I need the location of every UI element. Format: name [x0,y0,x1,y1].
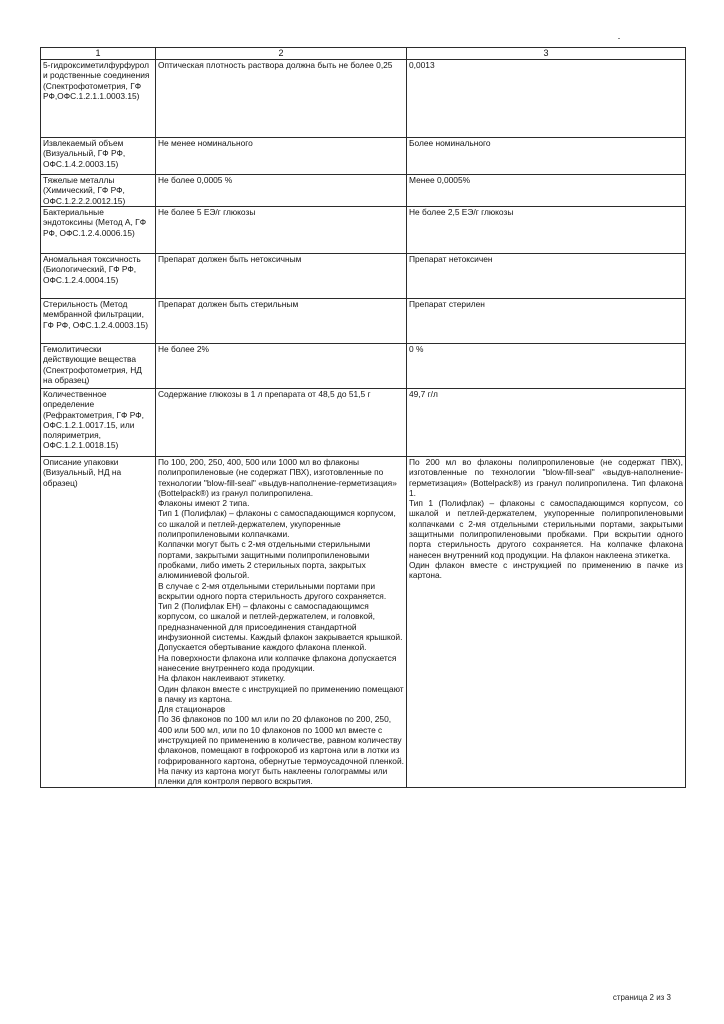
result-paragraph: Один флакон вместе с инструкцией по применению в пачке из картона. [409,559,683,581]
norm-paragraph: Тип 1 (Полифлак) – флаконы с самоспадающимся корпусом, со шкалой и петлей-держателем, укупоренные полипропиленовыми колпачками. [158,508,396,540]
test-name-cell: Количественное определение (Рефрактометрия, ГФ РФ, ОФС.1.2.1.0017.15, или поляриметрия, ОФС.1.2.1.0018.15) [41,389,156,457]
norm-paragraph: В случае с 2-мя отдельными стерильными портами при вскрытии одного порта стерильность другого сохраняется. [158,580,387,601]
result-cell: Менее 0,0005% [407,175,686,207]
norm-paragraph: По 100, 200, 250, 400, 500 или 1000 мл во флаконы полипропиленовые (не содержат ПВХ), изготовленные по технологии "blow-fill-seal" «выдув-наполнение-герметизация» (Bottelpack®) из гранул полипропилена. [158,457,397,498]
page-number: страница 2 из 3 [612,993,671,1002]
table-row-abnormal-toxicity [41,254,686,299]
result-cell: 0,0013 [407,60,686,138]
result-cell: 0 % [407,344,686,389]
norm-paragraph: Флаконы имеют 2 типа. [158,498,250,509]
norm-paragraph: Для стационаров [158,704,226,715]
test-name-cell: Гемолитически действующие вещества (Спектрофотометрия, НД на образец) [41,344,156,389]
norm-cell: Препарат должен быть стерильным [156,299,407,344]
table-header-row [41,48,686,60]
norm-paragraph: Тип 2 (Полифлак ЕН) – флаконы с самоспадающимся корпусом, со шкалой и петлей-держателем, и головкой, предназначенной для присоединения стандартной инфузионной системы. Каждый флакон закрывается крышкой. [158,601,403,643]
header-col-2: 2 [156,48,407,60]
table-row-endotoxins [41,207,686,254]
table-row-extractable-volume [41,138,686,175]
test-name-cell: Тяжелые металлы (Химический, ГФ РФ, ОФС.1.2.2.2.0012.15) [41,175,156,207]
norm-cell: Не более 5 ЕЭ/г глюкозы [156,207,407,254]
result-cell: Не более 2,5 ЕЭ/г глюкозы [407,207,686,254]
norm-cell: Не более 2% [156,344,407,389]
result-paragraph: По 200 мл во флаконы полипропиленовые (не содержат ПВХ), изготовленные по технологии "blow-fill-seal" «выдув-наполнение-герметизация» (Bottelpack®) из гранул полипропилена. Тип флакона 1. [409,457,683,498]
table-row-hmf [41,60,686,138]
document-table-wrapper [40,47,686,788]
norm-paragraph: На флакон наклеивают этикетку. [158,673,286,684]
result-cell: Препарат стерилен [407,299,686,344]
test-name-cell: 5-гидроксиметилфурфурол и родственные соединения (Спектрофотометрия, ГФ РФ,ОФС.1.2.1.1.0003.15) [41,60,156,138]
result-cell [407,457,686,788]
test-name-cell: Описание упаковки (Визуальный, НД на образец) [41,457,156,788]
test-name-cell: Бактериальные эндотоксины (Метод А, ГФ РФ, ОФС.1.2.4.0006.15) [41,207,156,254]
specification-table [40,47,686,788]
table-row-packaging [41,457,686,788]
result-cell: 49,7 г/л [407,389,686,457]
table-row-assay [41,389,686,457]
norm-paragraph: Колпачки могут быть с 2-мя отдельными стерильными портами, закрытыми защитными полипропиленовыми пробками, либо иметь 2 стерильных порта, закрытых алюминиевой фольгой. [158,539,371,581]
result-cell: Более номинального [407,138,686,175]
table-row-hemolytic [41,344,686,389]
scan-speck [618,38,620,39]
norm-paragraph: На поверхности флакона или колпачке флакона допускается нанесение внутреннего кода продукции. [158,652,397,673]
header-col-1: 1 [41,48,156,60]
norm-cell: Содержание глюкозы в 1 л препарата от 48,5 до 51,5 г [156,389,407,457]
header-col-3: 3 [407,48,686,60]
result-paragraph: Тип 1 (Полифлак) – флаконы с самоспадающимся корпусом, со шкалой и петлей-держателем, укупоренные полипропиленовыми колпачками с 2-мя отдельными стерильными портами, закрытыми защитными полипропиленовыми пробками. При вскрытии одного порта стерильность другого сохраняется. На колпачке флакона нанесен внутренний код продукции. На флакон наклеена этикетка. [409,498,683,560]
norm-paragraph: На пачку из картона могут быть наклеены голограммы или пленки для контроля первого вскрытия. [158,765,388,787]
result-cell: Препарат нетоксичен [407,254,686,299]
norm-paragraph: Допускается обертывание каждого флакона пленкой. [158,642,367,653]
norm-cell: Препарат должен быть нетоксичным [156,254,407,299]
norm-cell: Не менее номинального [156,138,407,175]
table-row-sterility [41,299,686,344]
norm-cell [156,457,407,788]
norm-paragraph: По 36 флаконов по 100 мл или по 20 флаконов по 200, 250, 400 или 500 мл, или по 10 флаконов по 1000 мл вместе с инструкцией по применению в количестве, равном количеству флаконов, помещают в гофрокороб из картона или в лотки из гофрированного картона, обернутые термоусадочной пленкой. [158,714,404,766]
test-name-cell: Аномальная токсичность (Биологический, ГФ РФ, ОФС.1.2.4.0004.15) [41,254,156,299]
norm-cell: Оптическая плотность раствора должна быть не более 0,25 [156,60,407,138]
test-name-cell: Стерильность (Метод мембранной фильтрации, ГФ РФ, ОФС.1.2.4.0003.15) [41,299,156,344]
table-row-heavy-metals [41,175,686,207]
norm-cell: Не более 0,0005 % [156,175,407,207]
norm-paragraph: Один флакон вместе с инструкцией по применению помещают в пачку из картона. [158,683,404,704]
test-name-cell: Извлекаемый объем (Визуальный, ГФ РФ, ОФС.1.4.2.0003.15) [41,138,156,175]
